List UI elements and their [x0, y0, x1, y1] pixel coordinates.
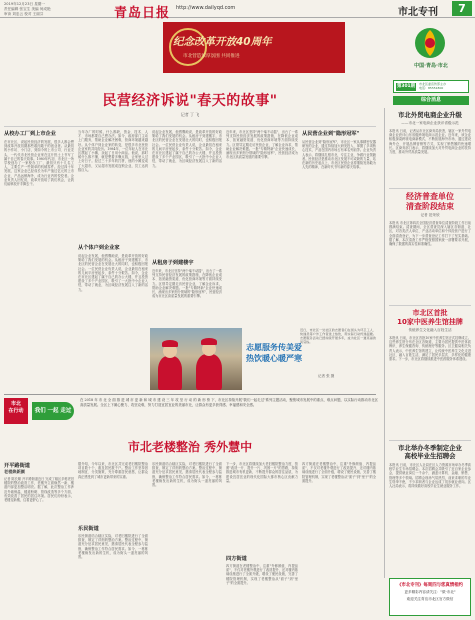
campaign-banner [0, 396, 380, 426]
article-text: 据介绍，今年以来，市北区共完成老旧楼院整治项目数十个，惠及居民数千户。整治工作坚持因地制宜、分类施策，充分尊重居民意愿，让群众真正感受到了城市更新带来的实惠。 [78, 462, 148, 479]
main-col-4 [226, 130, 298, 330]
page-number-badge: 7 [452, 1, 472, 16]
volunteer-hat [201, 338, 217, 345]
right-story-1 [389, 110, 471, 187]
article-text: 乐民街道结合辖区实际，对老旧楼院进行了全面排查，制定了详细的整治方案。整治过程中，街道充分征求居民意见，邀请居民代表全程参与监督，确保整治工作符合居民需求。如今，一栋栋老楼焕发出新的生机，成为街头一道亮丽的风景。 [152, 462, 222, 488]
article-text: 当年办厂的时候，什么都缺，资金、技术、人才、市场都要自己想办法。如今，政府部门主动上门服务，帮助企业解决困难，营商环境越来越好。从个体户到企业家的转变，是很多市北民营企业家的共同经历。1984年，一位年轻人在市北区摆起了小摊，卖起了日用小商品。他说，那时候什么都不懂，就是想着多赚点钱，让家里人过上好日子。经过三十多年的打拼，他的小摊变成了大超市，又从超市发展成连锁企业，员工达到数百人。 [78, 130, 148, 172]
divider [4, 126, 376, 127]
main-col-1 [4, 130, 74, 330]
issue-line: 市北区委宣传部主办 [419, 82, 447, 86]
article-text: 乐民街道结合辖区实际，对老旧楼院进行了全面排查，制定了详细的整治方案。整治过程中，街道充分征求居民意见，邀请居民代表全程参与监督，确保整治工作符合居民需求。如今，一栋栋老楼焕发出新的生机，成为街头一道亮丽的风景。 [78, 534, 148, 560]
article-text: 说起企业发展，他感慨地说，是改革开放的好政策给了我们发展的机会。从租房子到建楼宇，市北区的民营企业在发展壮大的同时，也积极回报社会。一位民营企业负责人说，企业最初在租来的几间平房里起步，条件十分艰苦。如今，企业在市北区建起了属于自己的办公大楼，并且投资建设了多个产业园区，吸引了一大批中小企业入驻，带动了就业，为区域经济发展注入了新的活力。 [78, 254, 148, 292]
main-col-5 [302, 130, 376, 330]
subhead: 从租房子到建楼宇 [152, 260, 194, 266]
shibei-logo [393, 24, 469, 79]
issue-line: 电话：85551800 [419, 86, 444, 90]
masthead [0, 0, 475, 21]
masthead-meta [4, 2, 51, 17]
campaign-tag [4, 398, 28, 424]
article-text: 四方街道在老楼整治中，注重"外修颜值、内提品质"，不仅对老楼外观进行了改造提升，还对楼内基础设施进行了全面升级，增设了便民设施，完善了楼院管理机制，实现了老楼整治从"面子"到"里子"的全面提升。 [226, 564, 298, 585]
bottom-col-1 [4, 462, 74, 615]
right-story-text: 本报讯 市北区第四次全国经济普查单位清查阶段工作日前圆满结束。清查期间，全区普查员深入辖区各街道、社区，对各类法人单位、产业活动单位和个体经营户进行了全面清查登记，为下一步普查登记工作打下了坚实基础。据了解，本次清查工作严格按照国家统一部署要求开展，确保了数据的真实性和准确性。 [389, 221, 471, 247]
right-story-title: 经济普查单位 清查阶段结束 [406, 192, 454, 211]
shibei-logo-text: 中国·青岛·市北 [414, 63, 448, 69]
campaign-text: 在 2018 年 市 北 全 面 推 进 城 市 更 新 和 城 市 建 设 三 年 攻 坚 行 动 的 新 形 势 下，市北区持续开展"我们一起走过"系列主题活动，聚焦城市发展中的重点、难点问题，以实际行动推动市北区高质量发展。全区上下凝心聚力、攻坚克难，努力打造宜居宜业的美丽市北，让群众有更多获得感、幸福感和安全感。 [80, 398, 378, 407]
divider [389, 188, 471, 189]
right-story-text: 本报讯 日前，记者从市北区商务局获悉，辖区一家外贸电商企业获评山东省级跨境电商示范企业。近年来，该企业积极探索跨境电商新模式，不断拓展海外市场，通过建设海外仓、开展品牌营销等方式，实现了销售额的快速增长。区商务部门表示，将继续加大对外贸电商企业的扶持力度，推动外贸高质量发展。 [389, 129, 471, 155]
divider [389, 440, 471, 441]
subhead-secondary: 老楼焕新颜 [4, 469, 25, 474]
divider [389, 305, 471, 306]
volunteer-figure [196, 354, 222, 390]
issue-number: 第301期 [397, 84, 415, 89]
volunteer-photo-credit: 记者 张 摄 [318, 374, 335, 378]
date-line: 2019年12月23日 星期一 [4, 2, 45, 6]
right-story-2 [389, 192, 471, 291]
main-col-2 [78, 130, 148, 326]
article-text: 近年来，市北区坚持"两个毫不动摇"，出台了一系列支持民营经济发展的政策措施，在降低企业成本、拓宽融资渠道、优化营商环境等方面持续发力。区领导定期走访民营企业，了解企业诉求，帮助企业解决难题。一批"专精特新"企业快速成长，涌现出多家细分领域的"隐形冠军"，民营经济成为市北区高质量发展的重要引擎。 [226, 130, 298, 160]
shibei-emblem-icon [413, 26, 447, 60]
right-story-title: 市北举办冬季制定企业 高校毕业生招聘会 [398, 444, 462, 460]
campaign-tag-text: 市北 在行动 [8, 401, 24, 414]
article-text: 说起企业发展，他感慨地说，是改革开放的好政策给了我们发展的机会。从租房子到建楼宇，市北区的民营企业在发展壮大的同时，也积极回报社会。一位民营企业负责人说，企业最初在租来的几间平房里起步，条件十分艰苦。如今，企业在市北区建起了属于自己的办公大楼，并且投资建设了多个产业园区，吸引了一大批中小企业入驻，带动了就业，为区域经济发展注入了新的活力。 [152, 130, 222, 168]
main-headline: 民营经济诉说"春天的故事" [102, 93, 278, 109]
bottom-col-3 [152, 462, 222, 612]
subhead: 开平路街道 [4, 463, 30, 469]
footer-line: 欢迎关注青岛市北区官方微信 [406, 597, 454, 601]
subhead: 乐民街道 [78, 526, 99, 532]
campaign-slogan: 我们 一起 走过 [32, 402, 74, 420]
banner-subtitle: 市北营造浓厚氛围 共同推进 [183, 54, 240, 59]
article-text: 近年来，市北区坚持"两个毫不动摇"，出台了一系列支持民营经济发展的政策措施，在降低企业成本、拓宽融资渠道、优化营商环境等方面持续发力。区领导定期走访民营企业，了解企业诉求，帮助企业解决难题。一批"专精特新"企业快速成长，涌现出多家细分领域的"隐形冠军"，民营经济成为市北区高质量发展的重要引擎。 [152, 269, 222, 299]
right-story-4 [389, 444, 471, 573]
subhead: 从个体户到企业家 [78, 245, 120, 251]
editor-line: 责任编辑 张宝生 美编 何成艳 [4, 7, 51, 11]
divider [4, 394, 376, 395]
main-byline: 记者 丁 飞 [180, 112, 200, 117]
volunteer-figure [158, 356, 182, 390]
issue-details [419, 82, 446, 90]
subhead: 四方街道 [226, 556, 247, 562]
newspaper-logo: 青岛日报 [114, 6, 171, 21]
column-divider [384, 108, 385, 578]
right-story-text: 本报讯 日前，市北区人社局在区人力资源市场举办冬季高校毕业生专场招聘会。本次招聘会共吸引了近百家企业参会，提供就业岗位一千余个，涵盖计算机、金融、销售、管理等多个领域。招聘会现场气氛热烈，前来求职的毕业生络绎不绝，不少求职者与企业达成了初步就业意向。区人社局表示，将持续做好高校毕业生就业服务工作。 [389, 463, 471, 489]
subhead: 从民营企业到"隐形冠军" [302, 131, 360, 137]
article-text: 从民营企业到"隐形冠军"，市北区一家从事精密仪器研发的企业，通过持续加大研发投入，掌握了多项核心技术，产品在国内市场占有率名列前茅。企业负责人表示，将继续扎根市北，专注主业，争做行业领跑者。民营经济是推动市北区发展不可或缺的力量，站在新的历史起点上，市北区民营企业将继续发扬敢为人先的精神，在新时代书写新的春天故事。 [302, 140, 376, 170]
right-story-text: 本报讯 日前，市北区首批10家中医养生馆正式挂牌成立。这些养生馆分布在全区各街道，主要为居民提供中医体质辨识、养生保健咨询、传统理疗等服务。区卫健局相关负责人表示，中医养生馆的建立，让传统中医养生文化走进社区、融入百姓生活，满足了居民多层次、多样化的健康需求。下一步，市北区将继续推进中医药服务体系建设。 [389, 336, 471, 362]
right-story-subtitle: ——市北一家电商企业获评省级示范 [401, 121, 459, 125]
volunteer-photo [150, 328, 242, 390]
bottom-headline: 市北老楼整治 秀外慧中 [127, 440, 253, 454]
article-text: 在市北区，说起民营经济的发展，很多人都会想到改革开放初期那些敢闯敢干的创业者。从最初的小作坊、小门店，到如今的上市公司、行业龙头，一代代市北民营企业家在这片热土上书写了属于自己的春天故事。1980年代初，市北区一所学校创办了一家校办工厂，最初只有十几名工人，主要生产一些简单的机械零件。经过四十年发展，这家企业已经成长为年产值过亿元的上市企业，产品远销海外，成为行业内的佼佼者。企业负责人回忆说，改革开放给了我们机会，让我们能够放开手脚去干。 [4, 140, 74, 187]
volunteer-caption: 近日，市北区一处社区的志愿者们在街头为环卫工人、快递员等户外工作者送上热饮，用实际行动传递温暖。志愿服务活动已经持续开展多年，成为社区一道亮丽的风景线。 [300, 328, 376, 345]
footer-line: 更多精彩内容请关注："微·市北" [404, 590, 456, 594]
footer-promo-box [389, 578, 471, 616]
volunteer-hat [162, 340, 178, 347]
right-story-title: 市北外贸电商企业升级 [398, 111, 462, 119]
anniversary-banner [163, 22, 345, 73]
subhead: 从校办工厂到上市企业 [4, 131, 56, 137]
footer-title: 《市北专刊》每周四与您真情相约 [397, 583, 463, 588]
right-story-3 [389, 309, 471, 436]
news-section-bar: 综合消息 [393, 96, 469, 105]
right-story-byline: 记者 范荣欣 [420, 213, 440, 217]
issue-info-box [393, 80, 469, 93]
right-story-subtitle: 传统养生文化融入百姓生活 [408, 328, 452, 332]
main-col-3 [152, 130, 222, 327]
website-url[interactable]: http://www.dailyqd.com [176, 5, 236, 11]
section-title: 市北专刊 [398, 7, 438, 18]
article-text: 记者 陈长顺 开平路街道近日 完成了辖区多栋老旧楼院的整治改造工作，老楼外立面焕然一新，楼道内部更加整洁明亮。据了解，此次整治工作涉及外墙保温、楼道粉刷、管线改造等多个方面，有效改善了居民的居住环境。居民们纷纷表示，老楼变新楼，住着更舒心了。 [4, 477, 74, 503]
bottom-col-4 [226, 462, 298, 616]
bottom-col-2 [78, 462, 148, 614]
volunteer-headline-text: 志愿服务传美爱 热饮暖心暖严寒 [246, 343, 302, 363]
article-text: 下一步，市北区将继续加大老旧楼院整治力度，按照"改造一片、提升一片、巩固一片"的思路，持续推进城市有机更新，不断提升群众的居住品质，为建设宜居宜业的现代化国际大都市核心区贡献力量。 [226, 462, 298, 483]
banner-title: 纪念改革开放40周年 [173, 36, 272, 48]
proof-line: 审读 刘忠云 校对 王丽芬 [4, 12, 44, 16]
right-story-title: 市北区首批 10家中医养生馆挂牌 [397, 309, 463, 326]
bottom-col-5 [302, 462, 376, 612]
article-text: 四方街道在老楼整治中，注重"外修颜值、内提品质"，不仅对老楼外观进行了改造提升，还对楼内基础设施进行了全面升级，增设了便民设施，完善了楼院管理机制，实现了老楼整治从"面子"到"里子"的全面提升。 [302, 462, 376, 483]
